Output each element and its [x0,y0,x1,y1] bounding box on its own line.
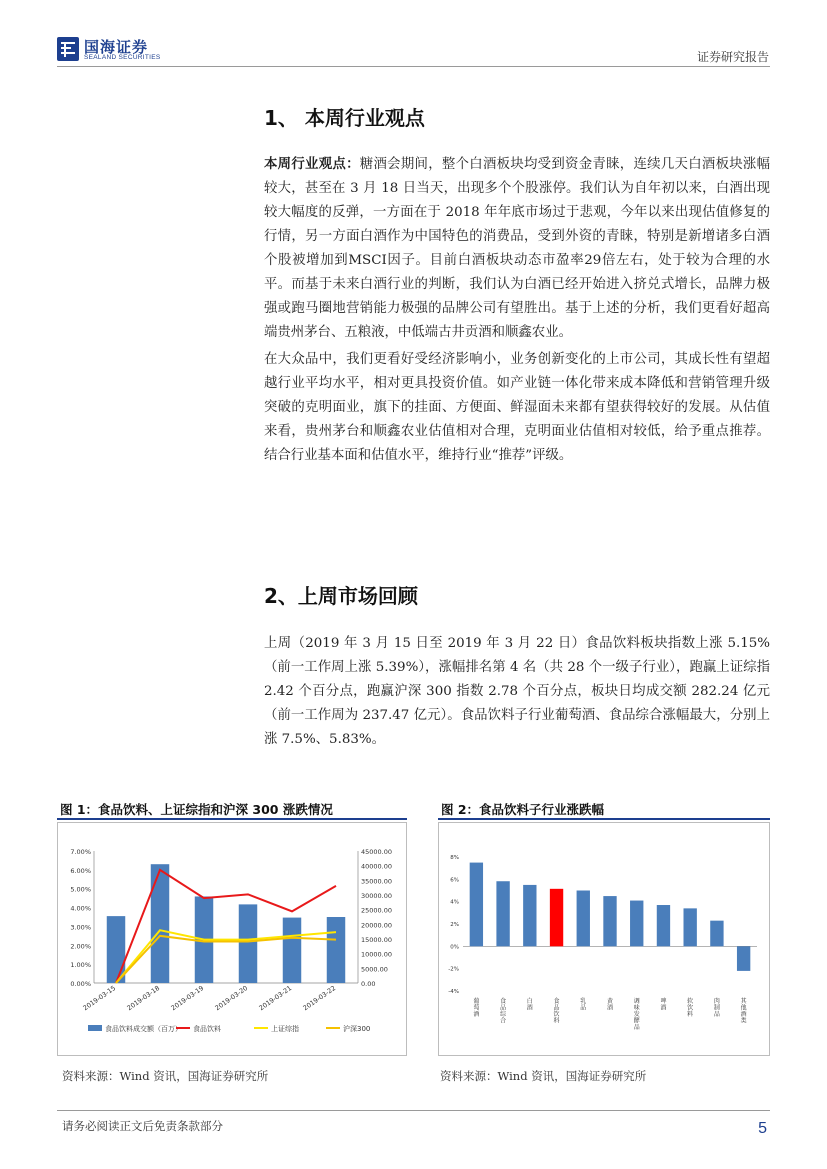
x-axis-date-label: 2019-03-15 [81,984,118,1013]
turnover-bar [107,916,125,983]
right-axis-tick: 0.00 [361,980,376,988]
right-axis-tick: 45000.00 [361,848,393,856]
series-line [116,870,336,983]
y-axis-tick: 6% [450,877,459,884]
brand-logo [57,35,197,65]
y-axis-tick: -2% [448,966,459,973]
category-label: 调味发酵品 [633,998,640,1031]
brand-name-en: SEALAND SECURITIES [84,54,161,61]
x-axis-date-label: 2019-03-20 [213,984,250,1013]
category-label: 肉制品 [713,998,720,1018]
left-axis-tick: 7.00% [70,848,91,856]
figure2-title: 图 2：食品饮料子行业涨跌幅 [441,802,605,817]
category-label: 葡萄酒 [473,998,480,1018]
sub-industry-bar [603,896,616,946]
left-axis-tick: 1.00% [70,961,91,970]
footer-disclaimer: 请务必阅读正文后免责条款部分 [62,1119,223,1133]
right-axis-tick: 30000.00 [361,892,393,900]
sub-industry-bar [523,885,536,946]
left-axis-tick: 0.00% [70,980,91,988]
legend-label: 上证综指 [271,1025,299,1033]
sub-industry-bar [657,905,670,946]
turnover-bar [327,917,345,983]
right-axis-tick: 20000.00 [361,921,393,930]
sub-industry-bar [496,881,509,946]
figure1-chart-frame [57,822,407,1056]
figure2-chart-frame [438,822,770,1056]
sub-industry-bar [550,889,563,947]
section1-title: 1、 本周行业观点 [264,106,425,130]
sub-industry-bar [470,863,483,947]
left-axis-tick: 4.00% [70,904,91,913]
figure1-chart [58,823,406,1055]
left-axis-tick: 5.00% [70,885,91,894]
legend-label: 食品饮料成交额（百万） [105,1025,182,1033]
section1-paragraph2: 在大众品中，我们更看好受经济影响小，业务创新变化的上市公司，其成长性有望超越行业平均水平，相对更具投资价值。如产业链一体化带来成本降低和营销管理升级突破的克明面业，旗下的挂面、方便面、鲜湿面未来都有望获得较好的发展。从估值来看，贵州茅台和顺鑫农业估值相对合理，克明面业估值相对较低，给予重点推荐。结合行业基本面和估值水平，维持行业“推荐”评级。 [264,352,770,463]
y-axis-tick: 2% [450,922,459,928]
turnover-bar [151,864,169,983]
category-label: 食品饮料 [553,998,560,1025]
sub-industry-bar [577,891,590,947]
figure2-rule [438,818,770,820]
y-axis-tick: -4% [448,989,459,995]
category-label: 软饮料 [687,998,694,1018]
right-axis-tick: 10000.00 [361,950,393,959]
left-axis-tick: 2.00% [70,942,91,951]
section2-paragraph: 上周（2019 年 3 月 15 日至 2019 年 3 月 22 日）食品饮料板块指数上涨 5.15%（前一工作周上涨 5.39%），涨幅排名第 4 名（共 28 个一级子行业），跑赢上证综指 2.42 个百分点，跑赢沪深 300 指数 2.78 个百分点，板块日均成交额 282.24 亿元（前一工作周为 237.47 亿元）。食品饮料子行业葡萄酒、食品综合涨幅最大，分别上涨 7.5%、5.83%。 [264,636,770,747]
right-axis-tick: 25000.00 [361,906,393,915]
right-axis-tick: 15000.00 [361,936,393,944]
figure1-rule [57,818,407,820]
right-axis-tick: 40000.00 [361,862,393,871]
sub-industry-bar [684,908,697,946]
header-divider [57,66,770,67]
category-label: 其他酒类 [740,998,747,1025]
category-label: 白酒 [526,998,533,1012]
figure2-chart [439,823,769,1055]
y-axis-tick: 0% [450,944,459,951]
category-label: 食品综合 [500,998,507,1025]
x-axis-date-label: 2019-03-21 [257,984,294,1013]
y-axis-tick: 4% [450,899,459,906]
x-axis-date-label: 2019-03-19 [169,984,206,1013]
category-label: 黄酒 [606,998,614,1012]
turnover-bar [283,918,301,983]
x-axis-date-label: 2019-03-22 [301,984,338,1013]
page-number: 5 [758,1120,767,1137]
sealand-logo-icon [57,37,79,61]
legend-swatch [88,1025,102,1031]
legend-label: 沪深300 [343,1025,371,1033]
footer-divider [57,1110,770,1111]
section1-paragraph1 [264,152,770,345]
report-type: 证券研究报告 [696,50,769,64]
category-label: 乳品 [580,998,587,1012]
legend-label: 食品饮料 [193,1025,221,1033]
figure2-source: 资料来源：Wind 资讯，国海证券研究所 [440,1069,647,1083]
sub-industry-bar [737,946,750,971]
sub-industry-bar [630,901,643,947]
category-label: 啤酒 [660,998,667,1012]
x-axis-date-label: 2019-03-18 [125,984,162,1013]
brand-name-cn: 国海证券 [84,38,149,56]
left-axis-tick: 3.00% [70,923,91,932]
y-axis-tick: 8% [450,855,459,861]
right-axis-tick: 35000.00 [361,877,393,886]
section2-title: 2、上周市场回顾 [264,584,418,608]
sub-industry-bar [710,921,723,947]
right-axis-tick: 5000.00 [361,965,388,974]
para1-body: 糖酒会期间，整个白酒板块均受到资金青睐，连续几天白酒板块涨幅较大，甚至在 3 月 18 日当天，出现多个个股涨停。我们认为自年初以来，白酒出现较大幅度的反弹，一方面在于 2018 年年底市场过于悲观，今年以来出现估值修复的行情，另一方面白酒作为中国特色的消费品，受到外资的青睐，特别是新增诸多白酒个股被增加到MSCI因子。目前白酒板块动态市盈率29倍左右，处于较为合理的水平。而基于未来白酒行业的判断，我们认为白酒已经开始进入挤兑式增长，品牌力极强或跑马圈地营销能力极强的品牌公司有望胜出。基于上述的分析，我们更看好超高端贵州茅台、五粮液，中低端古井贡酒和顺鑫农业。 [264,157,771,340]
left-axis-tick: 6.00% [70,866,91,875]
turnover-bar [239,904,257,983]
figure1-title: 图 1：食品饮料、上证综指和沪深 300 涨跌情况 [60,802,333,817]
figure1-source: 资料来源：Wind 资讯，国海证券研究所 [62,1069,269,1083]
para1-lead: 本周行业观点： [264,156,360,172]
